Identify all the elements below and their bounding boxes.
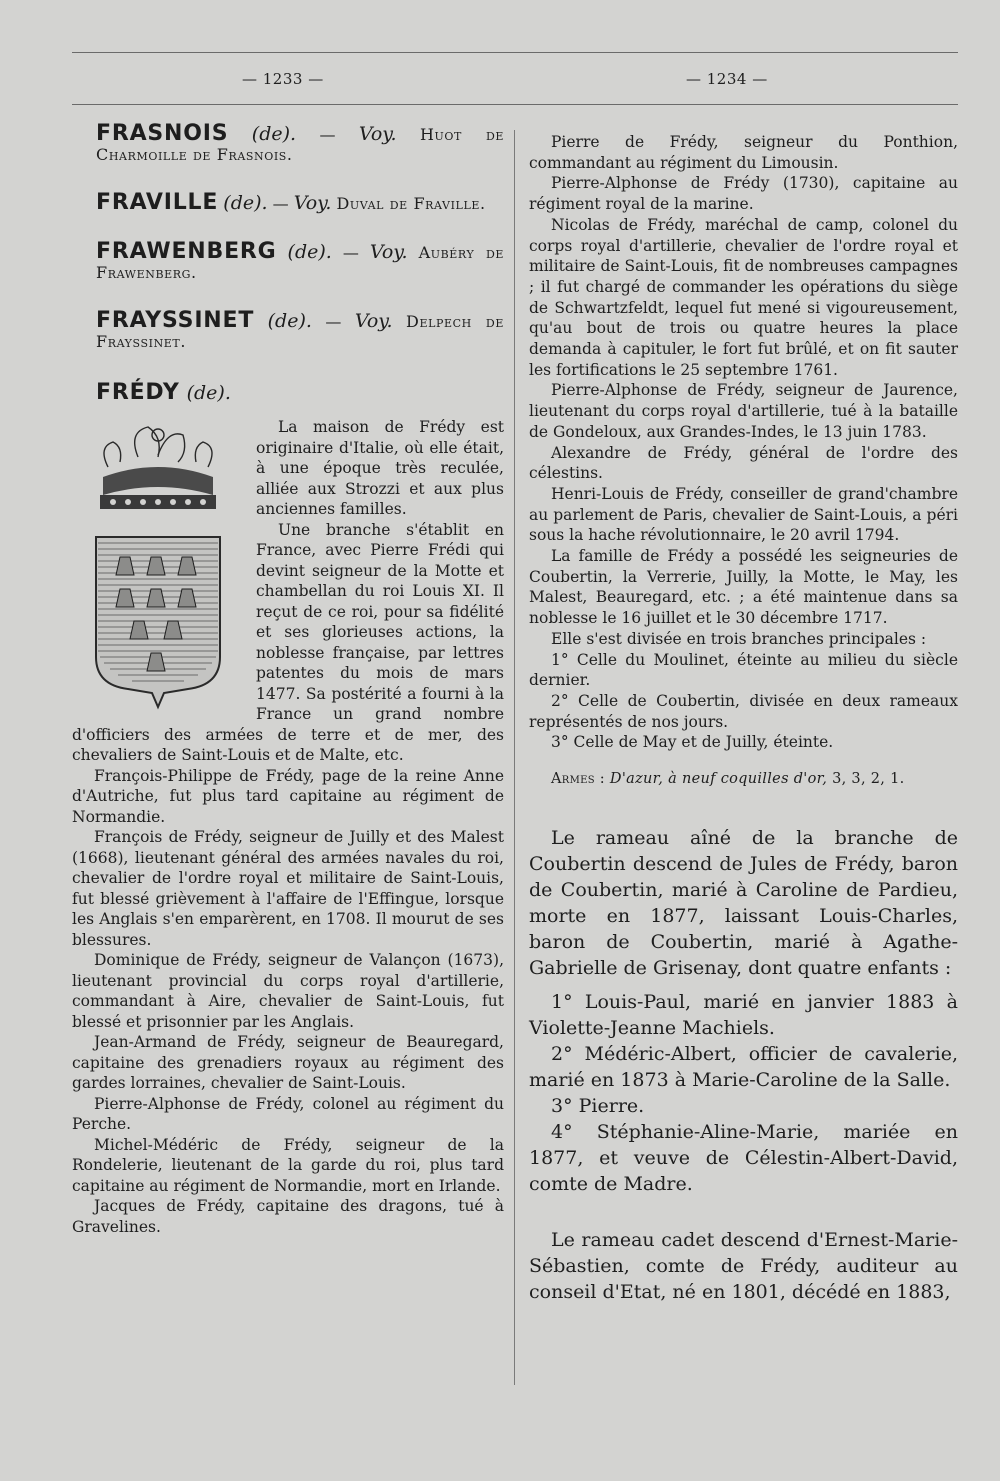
cross-reference: Duval de Fraville. [336,194,486,213]
paragraph: Jean-Armand de Frédy, seigneur de Beauregard, capitaine des grenadiers royaux au régiment des gardes lorraines, chevalier de Saint-Louis. [72,1033,504,1092]
headword: FRÉDY [96,380,180,405]
headword: FRAYSSINET [96,308,255,333]
armes-blazon: D'azur, à neuf coquilles d'or, [609,771,828,788]
dash: — [296,125,359,144]
headword: FRASNOIS [96,121,229,146]
right-page-number: — 1234 — [686,70,768,88]
cross-reference: Delpech de Frayssinet. [96,312,504,351]
voy-label: Voy. [293,192,332,214]
branch-item: 3° Celle de May et de Juilly, éteinte. [551,733,834,752]
armes-label: Armes : [551,771,605,788]
child-item: 1° Louis-Paul, marié en janvier 1883 à Violette-Jeanne Machiels. [529,991,958,1040]
left-column [72,121,504,1237]
fredy-heading [96,380,504,405]
armes-line [551,771,958,787]
paragraph: Michel-Médéric de Frédy, seigneur de la Rondelerie, lieutenant de la garde du roi, plus tard capitaine au régiment de Normandie, mort en Irlande. [72,1135,504,1195]
paragraph: François de Frédy, seigneur de Juilly et des Malest (1668), lieutenant général des armées navales du roi, chevalier de l'ordre royal et militaire de Saint-Louis, fut blessé grièvement à l'affaire de l'Effingue, lorsque les Anglais s'en emparèrent, en 1708. Il mourut de ses blessures. [72,828,504,949]
entry-fraville [72,190,504,215]
paragraph: Le rameau aîné de la branche de Coubertin descend de Jules de Frédy, baron de Coubertin, marié à Caroline de Pardieu, morte en 1877, laissant Louis-Charles, baron de Coubertin, marié à Agathe-Gabrielle de Grisenay, dont quatre enfants : [529,827,958,980]
coubertin-branch-section [529,825,958,1197]
branch-item: 1° Celle du Moulinet, éteinte au milieu du siècle dernier. [529,650,958,690]
paragraph: Nicolas de Frédy, maréchal de camp, colonel du corps royal d'artillerie, chevalier de l'ordre royal et militaire de Saint-Louis, fit de nombreuses campagnes ; il fut chargé de commander les opérations du siège de Schwartzfeldt, lequel fut mené si vigoureusement, qu'au bout de trois ou quatre heures la place demanda à capituler, le fort fut brûlé, et on fit sauter les fortifications le 25 septembre 1761. [529,215,959,379]
cadet-branch-section [529,1227,958,1305]
paragraph: Pierre-Alphonse de Frédy, colonel au régiment du Perche. [72,1094,504,1133]
headword: FRAVILLE [96,190,219,215]
dash: — [267,194,294,213]
child-item: 3° Pierre. [551,1095,645,1118]
left-page-number: — 1233 — [242,70,324,88]
child-item: 2° Médéric-Albert, officier de cavalerie, marié en 1873 à Marie-Caroline de la Salle. [529,1043,958,1092]
paragraph: Le rameau cadet descend d'Ernest-Marie-Sébastien, comte de Frédy, auditeur au conseil d'Etat, né en 1801, décédé en 1883, [529,1229,958,1304]
branch-item: 2° Celle de Coubertin, divisée en deux rameaux représentés de nos jours. [529,691,958,731]
de-particle: (de). [251,123,297,145]
column-divider [514,130,515,1385]
paragraph: Pierre-Alphonse de Frédy (1730), capitaine au régiment royal de la marine. [529,174,958,214]
paragraph: La maison de Frédy est originaire d'Italie, où elle était, à une époque très reculée, alliée aux Strozzi et aux plus anciennes familles. [256,418,504,518]
paragraph: Une branche s'établit en France, avec Pierre Frédi qui devint seigneur de la Motte et chambellan du roi Louis XI. Il reçut de ce roi, pour sa fidélité et ses glorieuses actions, la noblesse française, par lettres patentes du mois de mars 1477. Sa postérité a fourni à la France un grand nombre d'officiers des armées de terre et de mer, des chevaliers de Saint-Louis et de Malte, etc. [72,520,504,764]
header-rule [72,104,958,105]
voy-label: Voy. [354,310,393,332]
dash: — [331,243,370,262]
child-item: 4° Stéphanie-Aline-Marie, mariée en 1877, et veuve de Célestin-Albert-David, comte de Madre. [529,1121,958,1196]
coat-of-arms-icon [68,417,248,717]
paragraph: François-Philippe de Frédy, page de la reine Anne d'Autriche, fut plus tard capitaine au régiment de Normandie. [72,766,504,826]
paragraph: La famille de Frédy a possédé les seigneuries de Coubertin, la Verrerie, Juilly, la Motte, le May, les Malest, Beauregard, etc. ; a été maintenue dans sa noblesse le 16 juillet et le 30 décembre 1717. [529,547,958,628]
headword: FRAWENBERG [96,239,277,264]
top-rule [72,52,958,53]
paragraph: Pierre-Alphonse de Frédy, seigneur de Jaurence, lieutenant du corps royal d'artillerie, tué à la bataille de Gondeloux, aux Grandes-Indes, le 13 juin 1783. [529,381,958,441]
de-particle: (de). [223,192,268,214]
entry-frasnois [72,121,504,165]
paragraph: Henri-Louis de Frédy, conseiller de grand'chambre au parlement de Paris, chevalier de Saint-Louis, a péri sous la hache révolutionnaire, le 20 avril 1794. [529,484,958,545]
paragraph: Alexandre de Frédy, général de l'ordre des célestins. [529,443,958,483]
paragraph: Pierre de Frédy, seigneur du Ponthion, commandant au régiment du Limousin. [529,133,958,172]
right-column [529,132,958,1305]
paragraph: Jacques de Frédy, capitaine des dragons, tué à Gravelines. [72,1197,504,1236]
coat-of-arms-illustration [68,417,248,717]
de-particle: (de). [267,310,312,332]
entry-frayssinet [72,308,504,352]
entry-frawenberg [72,239,504,283]
paragraph: Dominique de Frédy, seigneur de Valançon (1673), lieutenant provincial du corps royal d'artillerie, commandant à Aire, chevalier de Saint-Louis, fut blessé et prisonnier par les Anglais. [72,951,504,1031]
de-particle: (de). [186,382,231,404]
dash: — [311,312,355,331]
voy-label: Voy. [369,241,408,263]
voy-label: Voy. [358,123,397,145]
armes-numbers: 3, 3, 2, 1. [832,771,905,788]
de-particle: (de). [287,241,332,263]
paragraph: Elle s'est divisée en trois branches principales : [551,629,927,648]
cross-reference: Aubéry de Frawenberg. [96,243,504,282]
cross-reference: Huot de Charmoille de Frasnois. [96,125,504,164]
